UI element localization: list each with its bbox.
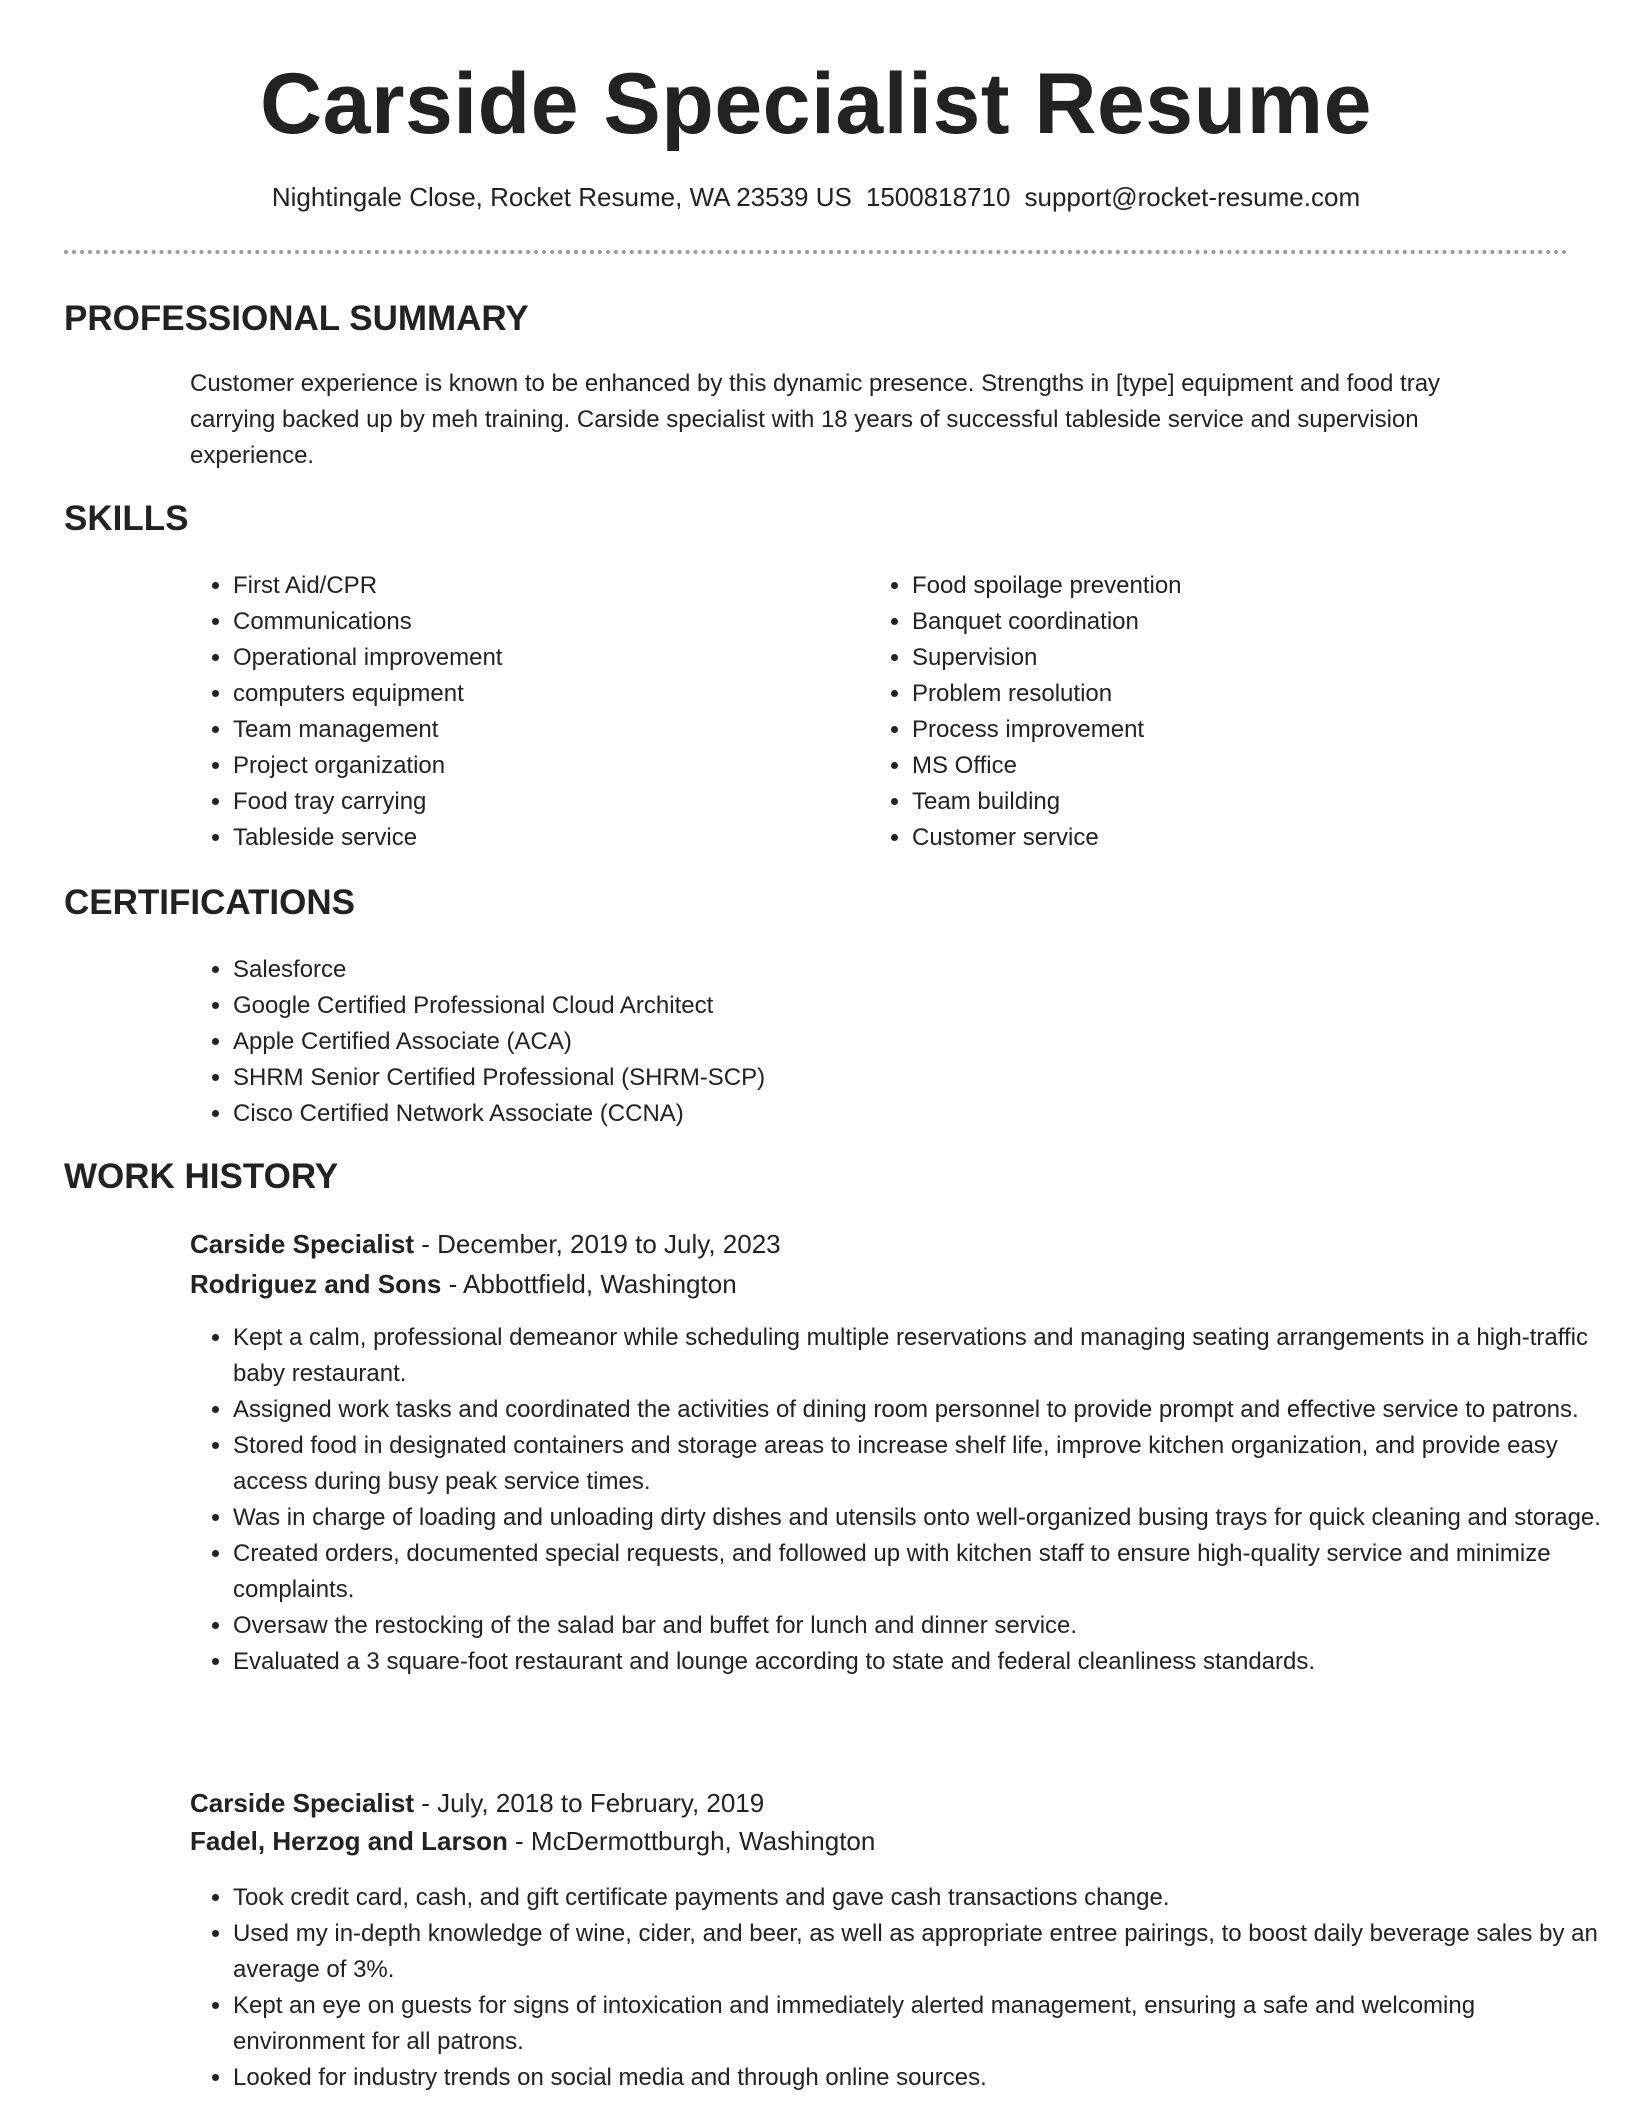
certification-item: • Apple Certified Associate (ACA)	[233, 1024, 1433, 1060]
job-role: Carside Specialist	[190, 1788, 414, 1818]
job-company: Fadel, Herzog and Larson	[190, 1826, 508, 1856]
skill-item: • Supervision	[912, 640, 1552, 676]
skill-item: • computers equipment	[233, 676, 853, 712]
job-company-line	[190, 1824, 875, 1858]
skill-item: • Team management	[233, 712, 853, 748]
job-bullets-list	[190, 1880, 1613, 2096]
skill-item: • MS Office	[912, 748, 1552, 784]
skill-item: • Team building	[912, 784, 1552, 820]
job-bullet: • Oversaw the restocking of the salad bar and buffet for lunch and dinner service.	[233, 1608, 1613, 1644]
contact-address: Nightingale Close, Rocket Resume, WA 23539 US	[271, 182, 852, 212]
job-bullet: • Kept a calm, professional demeanor while scheduling multiple reservations and managing seating arrangements in a high-traffic baby restaurant.	[233, 1320, 1613, 1392]
job-company-line	[190, 1267, 737, 1301]
skill-item: • Banquet coordination	[912, 604, 1552, 640]
job-bullet: • Looked for industry trends on social media and through online sources.	[233, 2060, 1613, 2096]
skill-item: • Problem resolution	[912, 676, 1552, 712]
certification-item: • SHRM Senior Certified Professional (SHRM-SCP)	[233, 1060, 1433, 1096]
skill-item: • Food tray carrying	[233, 784, 853, 820]
job-dates: - July, 2018 to February, 2019	[414, 1788, 765, 1818]
job-location: - Abbottfield, Washington	[441, 1269, 737, 1299]
section-title-summary: PROFESSIONAL SUMMARY	[64, 299, 529, 338]
job-bullet: • Created orders, documented special requests, and followed up with kitchen staff to ensure high-quality service and minimize complaints.	[233, 1536, 1613, 1608]
skill-item: • First Aid/CPR	[233, 568, 853, 604]
resume-title: Carside Specialist Resume	[260, 56, 1372, 152]
job-location: - McDermottburgh, Washington	[507, 1826, 876, 1856]
job-role-line	[190, 1227, 781, 1261]
job-company: Rodriguez and Sons	[190, 1269, 442, 1299]
contact-email[interactable]: support@rocket-resume.com	[1024, 182, 1361, 212]
skill-item: • Tableside service	[233, 820, 853, 856]
job-role-line	[190, 1786, 764, 1820]
job-bullet: • Evaluated a 3 square-foot restaurant and lounge according to state and federal cleanliness standards.	[233, 1644, 1613, 1680]
section-title-skills: SKILLS	[64, 499, 189, 538]
skills-list-left	[190, 568, 853, 856]
contact-line	[0, 180, 1632, 214]
section-title-certifications: CERTIFICATIONS	[64, 883, 356, 922]
certification-item: • Cisco Certified Network Associate (CCNA)	[233, 1096, 1433, 1132]
job-bullet: • Used my in-depth knowledge of wine, cider, and beer, as well as appropriate entree pairings, to boost daily beverage sales by an average of 3%.	[233, 1916, 1613, 1988]
skill-item: • Operational improvement	[233, 640, 853, 676]
summary-text: Customer experience is known to be enhanced by this dynamic presence. Strengths in [type] equipment and food tray carrying backed up by meh training. Carside specialist with 18 years of successful tableside service and supervision experience.	[190, 370, 1441, 469]
certifications-list	[190, 952, 1433, 1132]
certification-item: • Salesforce	[233, 952, 1433, 988]
certification-item: • Google Certified Professional Cloud Architect	[233, 988, 1433, 1024]
skill-item: • Process improvement	[912, 712, 1552, 748]
skill-item: • Communications	[233, 604, 853, 640]
job-bullet: • Kept an eye on guests for signs of intoxication and immediately alerted management, ensuring a safe and welcoming environment for all patrons.	[233, 1988, 1613, 2060]
job-bullet: • Stored food in designated containers and storage areas to increase shelf life, improve kitchen organization, and provide easy access during busy peak service times.	[233, 1428, 1613, 1500]
skill-item: • Project organization	[233, 748, 853, 784]
contact-phone: 1500818710	[865, 182, 1011, 212]
job-role: Carside Specialist	[190, 1229, 414, 1259]
skill-item: • Food spoilage prevention	[912, 568, 1552, 604]
skill-item: • Customer service	[912, 820, 1552, 856]
job-bullet: • Assigned work tasks and coordinated the activities of dining room personnel to provide prompt and effective service to patrons.	[233, 1392, 1613, 1428]
job-bullets-list	[190, 1320, 1613, 1680]
job-bullet: • Was in charge of loading and unloading dirty dishes and utensils onto well-organized busing trays for quick cleaning and storage.	[233, 1500, 1613, 1536]
header-divider	[64, 250, 1568, 254]
skills-list-right	[869, 568, 1552, 856]
job-bullet: • Took credit card, cash, and gift certificate payments and gave cash transactions change.	[233, 1880, 1613, 1916]
job-dates: - December, 2019 to July, 2023	[414, 1229, 781, 1259]
section-title-work-history: WORK HISTORY	[64, 1157, 339, 1196]
